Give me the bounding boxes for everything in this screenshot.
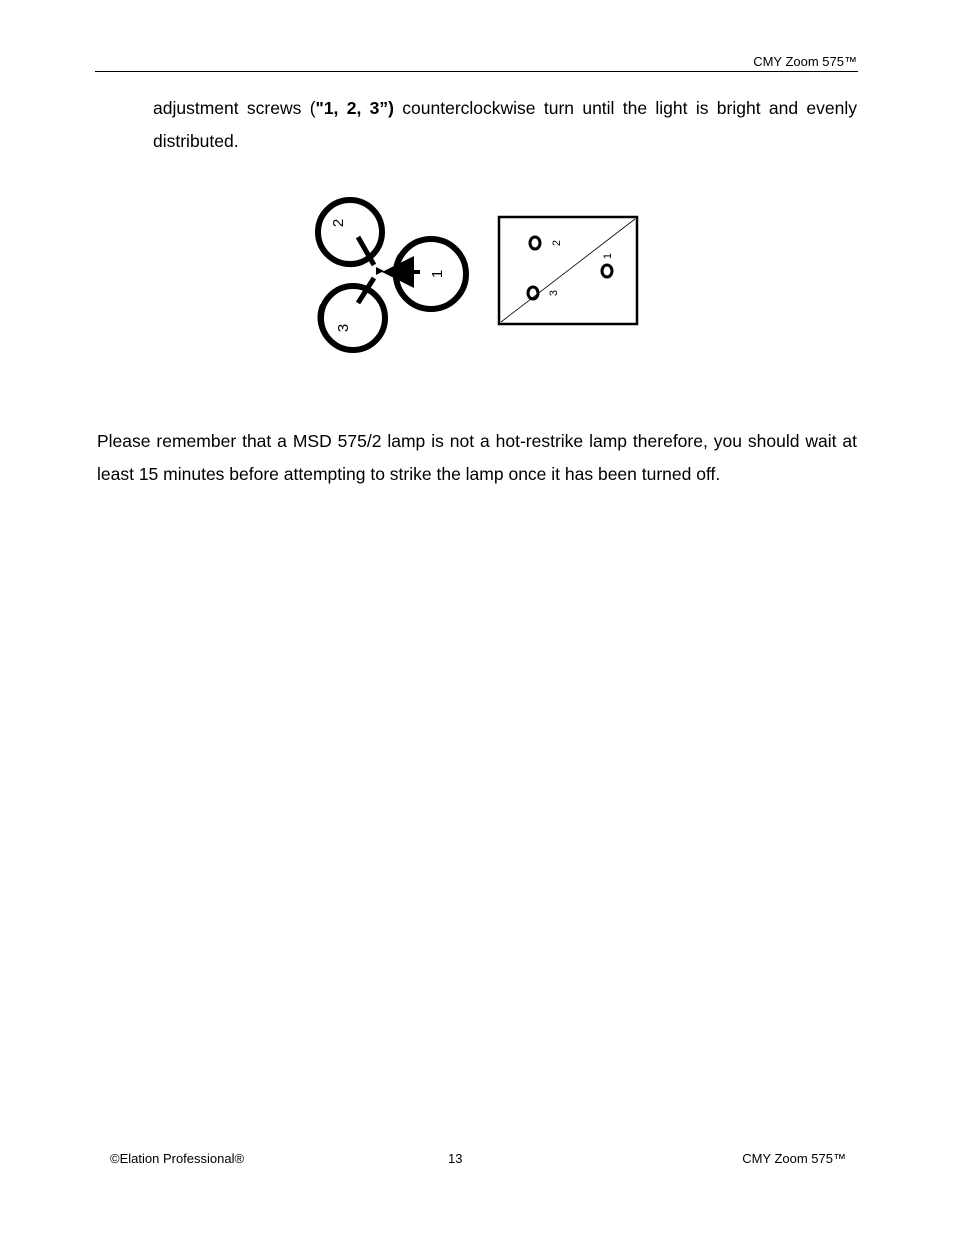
adjustment-knob-3: [319, 278, 385, 350]
footer-product-name: CMY Zoom 575™: [742, 1151, 846, 1166]
paragraph-adjustment-text-end: counterclockwise turn until the light is bright and evenly distributed.: [153, 98, 857, 151]
paragraph-hot-restrike-warning: Please remember that a MSD 575/2 lamp is not a hot-restrike lamp therefore, you should wait at least 15 minutes before attempting to strike the lamp once it has been turned off.: [97, 431, 857, 484]
knob-3-label: 3: [335, 323, 352, 333]
adjustment-knob-2: [318, 200, 382, 265]
paragraph-adjustment-text-start: adjustment screws (: [153, 98, 316, 118]
footer-copyright: ©Elation Professional®: [110, 1151, 245, 1166]
panel-label-2: 2: [551, 239, 563, 247]
header-title: CMY Zoom 575™: [753, 54, 857, 69]
panel-label-1: 1: [602, 252, 614, 260]
knob-1-label: 1: [429, 269, 446, 279]
paragraph-adjustment: [153, 92, 857, 157]
panel-label-3: 3: [548, 289, 560, 297]
diagram-svg: [300, 185, 660, 365]
center-arrow-icon: [376, 267, 384, 275]
lamp-alignment-panel: [499, 217, 637, 324]
adjustment-screw-diagram: [300, 185, 660, 365]
knob-2-label: 2: [330, 218, 347, 228]
adjustment-knob-1: [386, 239, 466, 309]
header-rule: [95, 71, 858, 72]
footer-page-number: 13: [448, 1151, 463, 1166]
screw-numbers-bold: "1, 2, 3”): [315, 98, 394, 118]
